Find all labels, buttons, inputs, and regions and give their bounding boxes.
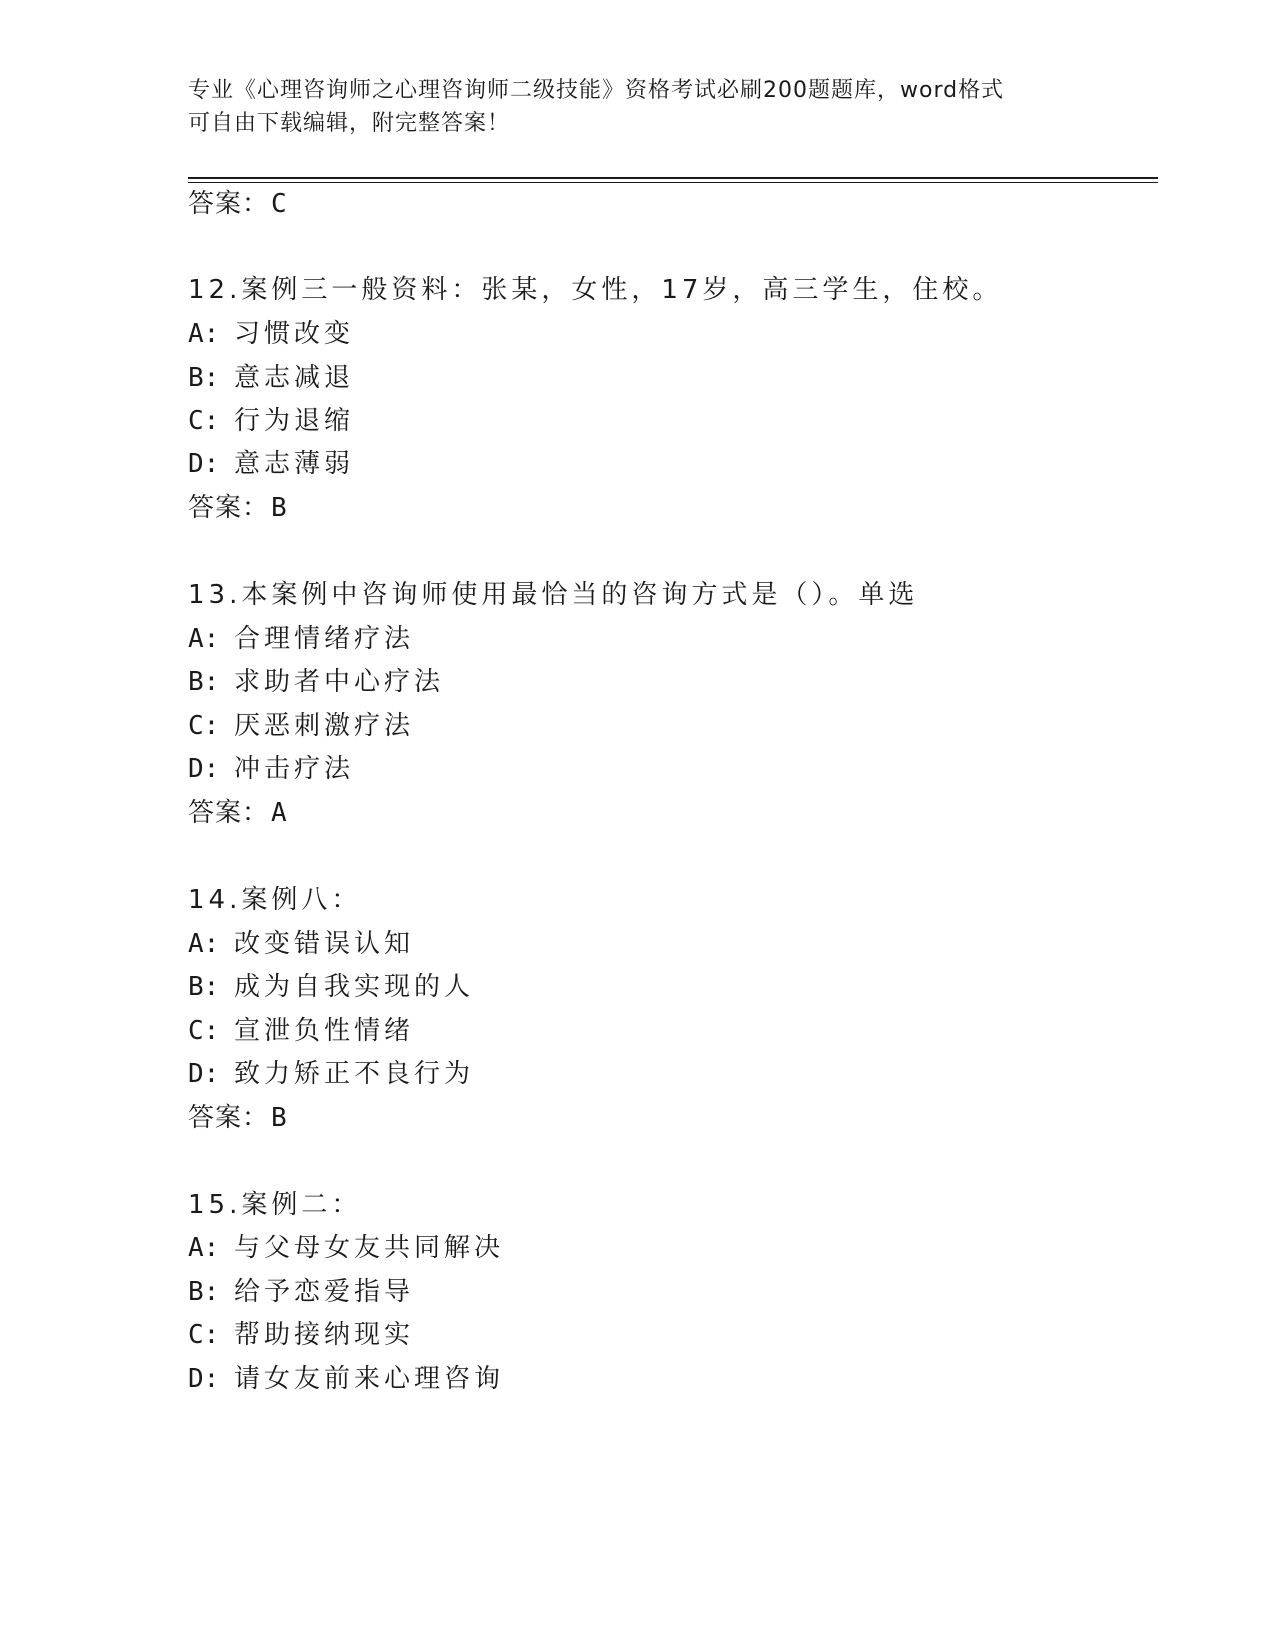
option-text: 求助者中心疗法 bbox=[234, 667, 445, 697]
option-text: 与父母女友共同解决 bbox=[234, 1233, 505, 1263]
option-text: 给予恋爱指导 bbox=[234, 1277, 415, 1307]
option-key: D: bbox=[188, 1059, 220, 1089]
option-key: B: bbox=[188, 667, 220, 697]
option-key: B: bbox=[188, 363, 220, 393]
option-text: 习惯改变 bbox=[234, 319, 355, 349]
option-d bbox=[188, 752, 354, 786]
option-key: A: bbox=[188, 319, 220, 349]
option-text: 意志减退 bbox=[234, 363, 355, 393]
option-b bbox=[188, 361, 354, 395]
option-b bbox=[188, 970, 474, 1004]
answer-line bbox=[188, 187, 287, 221]
answer-label: 答案： bbox=[188, 189, 270, 219]
option-b bbox=[188, 1275, 414, 1309]
header-line-2: 可自由下载编辑，附完整答案！ bbox=[188, 111, 511, 136]
option-key: B: bbox=[188, 972, 220, 1002]
option-c bbox=[188, 1014, 414, 1048]
question-stem: 12.案例三一般资料：张某，女性，17岁，高三学生，住校。 bbox=[188, 275, 1003, 305]
option-text: 请女友前来心理咨询 bbox=[234, 1364, 505, 1394]
option-text: 宣泄负性情绪 bbox=[234, 1016, 415, 1046]
option-key: D: bbox=[188, 449, 220, 479]
option-d bbox=[188, 1362, 504, 1396]
option-text: 意志薄弱 bbox=[234, 449, 355, 479]
option-key: C: bbox=[188, 1016, 220, 1046]
header-rule-thin bbox=[188, 182, 1158, 183]
option-key: B: bbox=[188, 1277, 220, 1307]
option-a bbox=[188, 622, 414, 656]
option-text: 帮助接纳现实 bbox=[234, 1320, 415, 1350]
header-rule-thick bbox=[188, 177, 1158, 179]
option-key: D: bbox=[188, 1364, 220, 1394]
answer-value: B bbox=[271, 1103, 287, 1133]
option-a bbox=[188, 1231, 504, 1265]
option-key: C: bbox=[188, 406, 220, 436]
option-key: A: bbox=[188, 624, 220, 654]
answer-label: 答案： bbox=[188, 493, 270, 523]
answer-line bbox=[188, 796, 287, 830]
option-text: 厌恶刺激疗法 bbox=[234, 711, 415, 741]
answer-value: C bbox=[271, 189, 287, 219]
answer-label: 答案： bbox=[188, 798, 270, 828]
option-c bbox=[188, 404, 354, 438]
question-stem: 15.案例二： bbox=[188, 1190, 362, 1220]
answer-value: A bbox=[271, 798, 287, 828]
option-key: A: bbox=[188, 929, 220, 959]
answer-value: B bbox=[271, 493, 287, 523]
option-text: 冲击疗法 bbox=[234, 754, 355, 784]
option-b bbox=[188, 665, 444, 699]
option-a bbox=[188, 927, 414, 961]
answer-line bbox=[188, 1101, 287, 1135]
option-key: A: bbox=[188, 1233, 220, 1263]
option-key: D: bbox=[188, 754, 220, 784]
document-header bbox=[188, 74, 1088, 140]
option-d bbox=[188, 447, 354, 481]
option-text: 行为退缩 bbox=[234, 406, 355, 436]
option-text: 成为自我实现的人 bbox=[234, 972, 475, 1002]
answer-line bbox=[188, 491, 287, 525]
option-c bbox=[188, 1318, 414, 1352]
header-line-1: 专业《心理咨询师之心理咨询师二级技能》资格考试必刷200题题库，word格式 bbox=[188, 78, 1005, 103]
option-text: 改变错误认知 bbox=[234, 929, 415, 959]
option-a bbox=[188, 317, 354, 351]
question-stem: 14.案例八： bbox=[188, 885, 362, 915]
option-text: 合理情绪疗法 bbox=[234, 624, 415, 654]
option-c bbox=[188, 709, 414, 743]
option-key: C: bbox=[188, 1320, 220, 1350]
option-key: C: bbox=[188, 711, 220, 741]
answer-label: 答案： bbox=[188, 1103, 270, 1133]
option-text: 致力矫正不良行为 bbox=[234, 1059, 475, 1089]
option-d bbox=[188, 1057, 474, 1091]
question-stem: 13.本案例中咨询师使用最恰当的咨询方式是（）。单选 bbox=[188, 580, 919, 610]
